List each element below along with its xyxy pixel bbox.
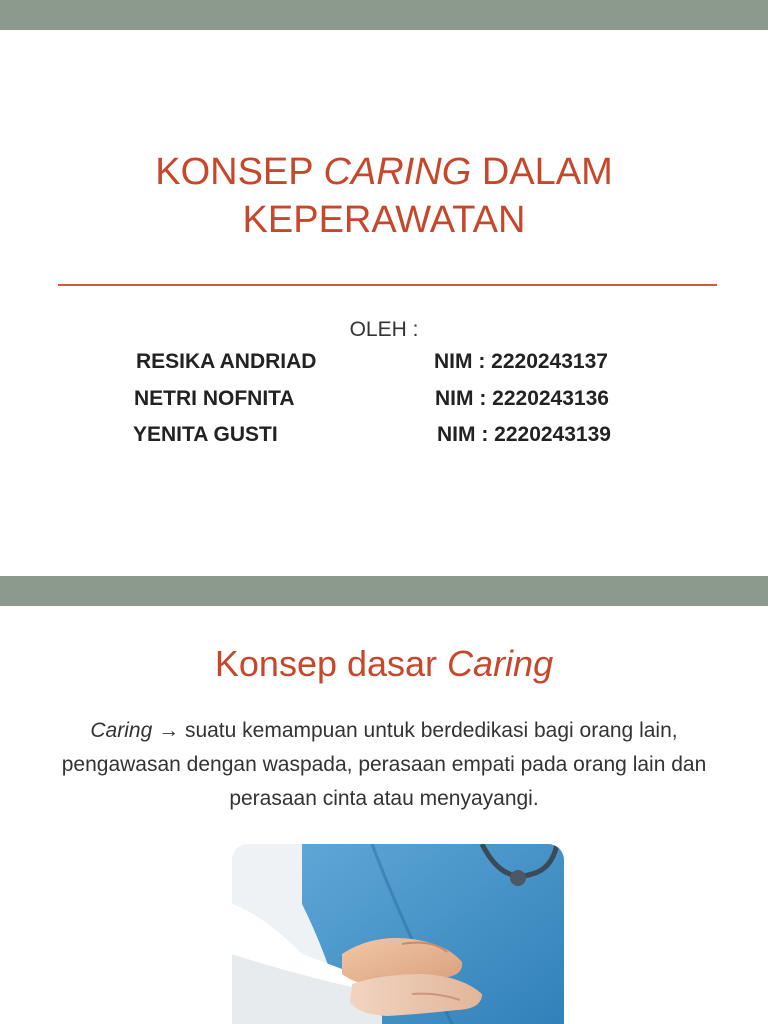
slide-title: [40, 148, 728, 244]
author-name: YENITA GUSTI: [133, 423, 278, 446]
photo-illustration: [232, 844, 564, 1024]
author-nim: NIM : 2220243139: [437, 423, 611, 446]
content-slide: [0, 576, 768, 1024]
author-nim: NIM : 2220243136: [435, 387, 609, 410]
title-divider: [58, 284, 717, 286]
oleh-label: OLEH :: [349, 318, 419, 341]
definition-body: suatu kemampuan untuk berdedikasi bagi orang lain, pengawasan dengan waspada, perasaan empati pada orang lain dan perasaan cinta atau menyayangi.: [61, 719, 707, 810]
title-text-line2: KEPERAWATAN: [242, 199, 526, 241]
author-nim: NIM : 2220243137: [434, 350, 608, 373]
title-text-part1: KONSEP: [155, 151, 324, 193]
slide-top-bar: [0, 0, 768, 30]
title-text-part2: DALAM: [471, 151, 613, 193]
nurse-holding-hands-photo: [232, 844, 564, 1024]
slide-top-bar: [0, 576, 768, 606]
definition-term: Caring: [90, 719, 153, 742]
heading-text: Konsep dasar: [214, 643, 448, 684]
definition-text: [44, 714, 724, 816]
author-name: NETRI NOFNITA: [134, 387, 295, 410]
heading-text-italic: Caring: [447, 643, 554, 684]
slide-heading: [0, 642, 768, 686]
arrow-icon: →: [158, 719, 180, 742]
author-name: RESIKA ANDRIAD: [136, 350, 317, 373]
title-text-italic: CARING: [323, 151, 472, 193]
